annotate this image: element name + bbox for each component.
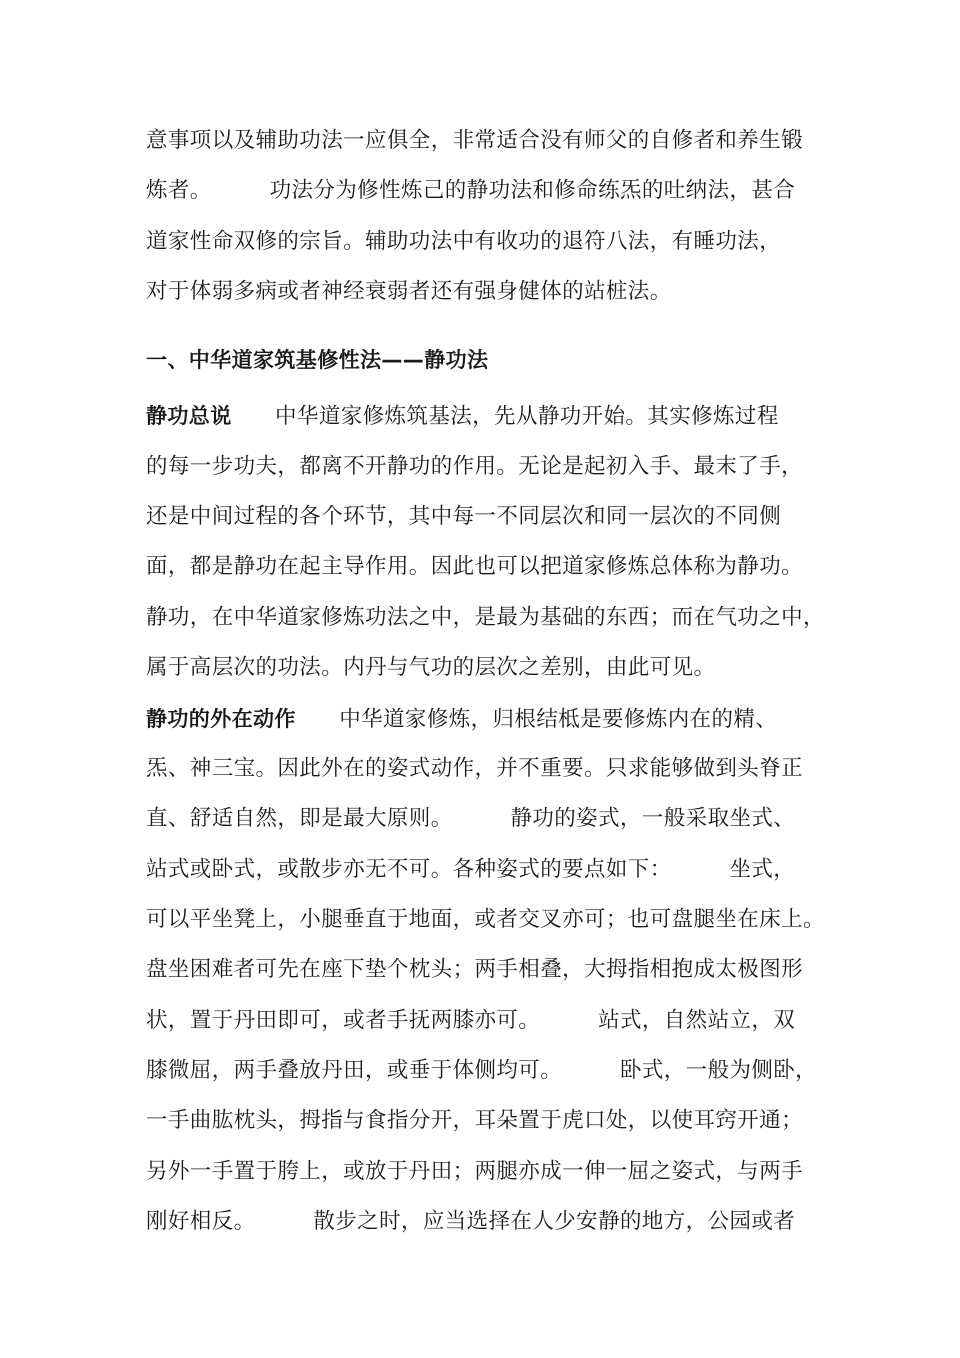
section-heading: 一、中华道家筑基修性法——静功法 (146, 348, 489, 372)
body-line: 膝微屈，两手叠放丹田，或垂于体侧均可。 卧式，一般为侧卧， (146, 1058, 818, 1083)
body-line: 一手曲肱枕头，拇指与食指分开，耳朵置于虎口处，以使耳窍开通； (146, 1108, 804, 1133)
body-line: 面，都是静功在起主导作用。因此也可以把道家修炼总体称为静功。 (146, 554, 804, 579)
body-line: 刚好相反。 散步之时，应当选择在人少安静的地方，公园或者 (146, 1209, 796, 1234)
body-line: 意事项以及辅助功法一应俱全，非常适合没有师父的自修者和养生锻 (146, 128, 804, 153)
body-line: 站式或卧式，或散步亦无不可。各种姿式的要点如下： 坐式， (146, 857, 796, 882)
body-line: 炁、神三宝。因此外在的姿式动作，并不重要。只求能够做到头脊正 (146, 756, 804, 781)
body-line: 直、舒适自然，即是最大原则。 静功的姿式，一般采取坐式、 (146, 806, 796, 831)
body-line: 属于高层次的功法。内丹与气功的层次之差别，由此可见。 (146, 655, 716, 680)
body-line: 另外一手置于胯上，或放于丹田；两腿亦成一伸一屈之姿式，与两手 (146, 1159, 804, 1184)
body-text: 中华道家修炼筑基法，先从静功开始。其实修炼过程 (231, 404, 779, 429)
body-line: 静功，在中华道家修炼功法之中，是最为基础的东西；而在气功之中， (146, 605, 825, 630)
body-line: 可以平坐凳上，小腿垂直于地面，或者交叉亦可；也可盘腿坐在床上。 (146, 907, 825, 932)
body-line: 道家性命双修的宗旨。辅助功法中有收功的退符八法，有睡功法， (146, 229, 782, 254)
body-line: 盘坐困难者可先在座下垫个枕头；两手相叠，大拇指相抱成太极图形 (146, 957, 804, 982)
body-line: 的每一步功夫，都离不开静功的作用。无论是起初入手、最末了手， (146, 454, 804, 479)
run-in-heading: 静功总说 (146, 404, 232, 428)
body-line: 还是中间过程的各个环节，其中每一不同层次和同一层次的不同侧 (146, 504, 782, 529)
body-line: 炼者。 功法分为修性炼己的静功法和修命练炁的吐纳法，甚合 (146, 178, 796, 203)
body-line (146, 699, 816, 739)
body-line: 状，置于丹田即可，或者手抚两膝亦可。 站式，自然站立，双 (146, 1008, 796, 1033)
body-line (146, 396, 816, 436)
body-line: 对于体弱多病或者神经衰弱者还有强身健体的站桩法。 (146, 279, 672, 304)
run-in-heading: 静功的外在动作 (146, 707, 296, 731)
body-text: 中华道家修炼，归根结柢是要修炼内在的精、 (295, 707, 778, 732)
